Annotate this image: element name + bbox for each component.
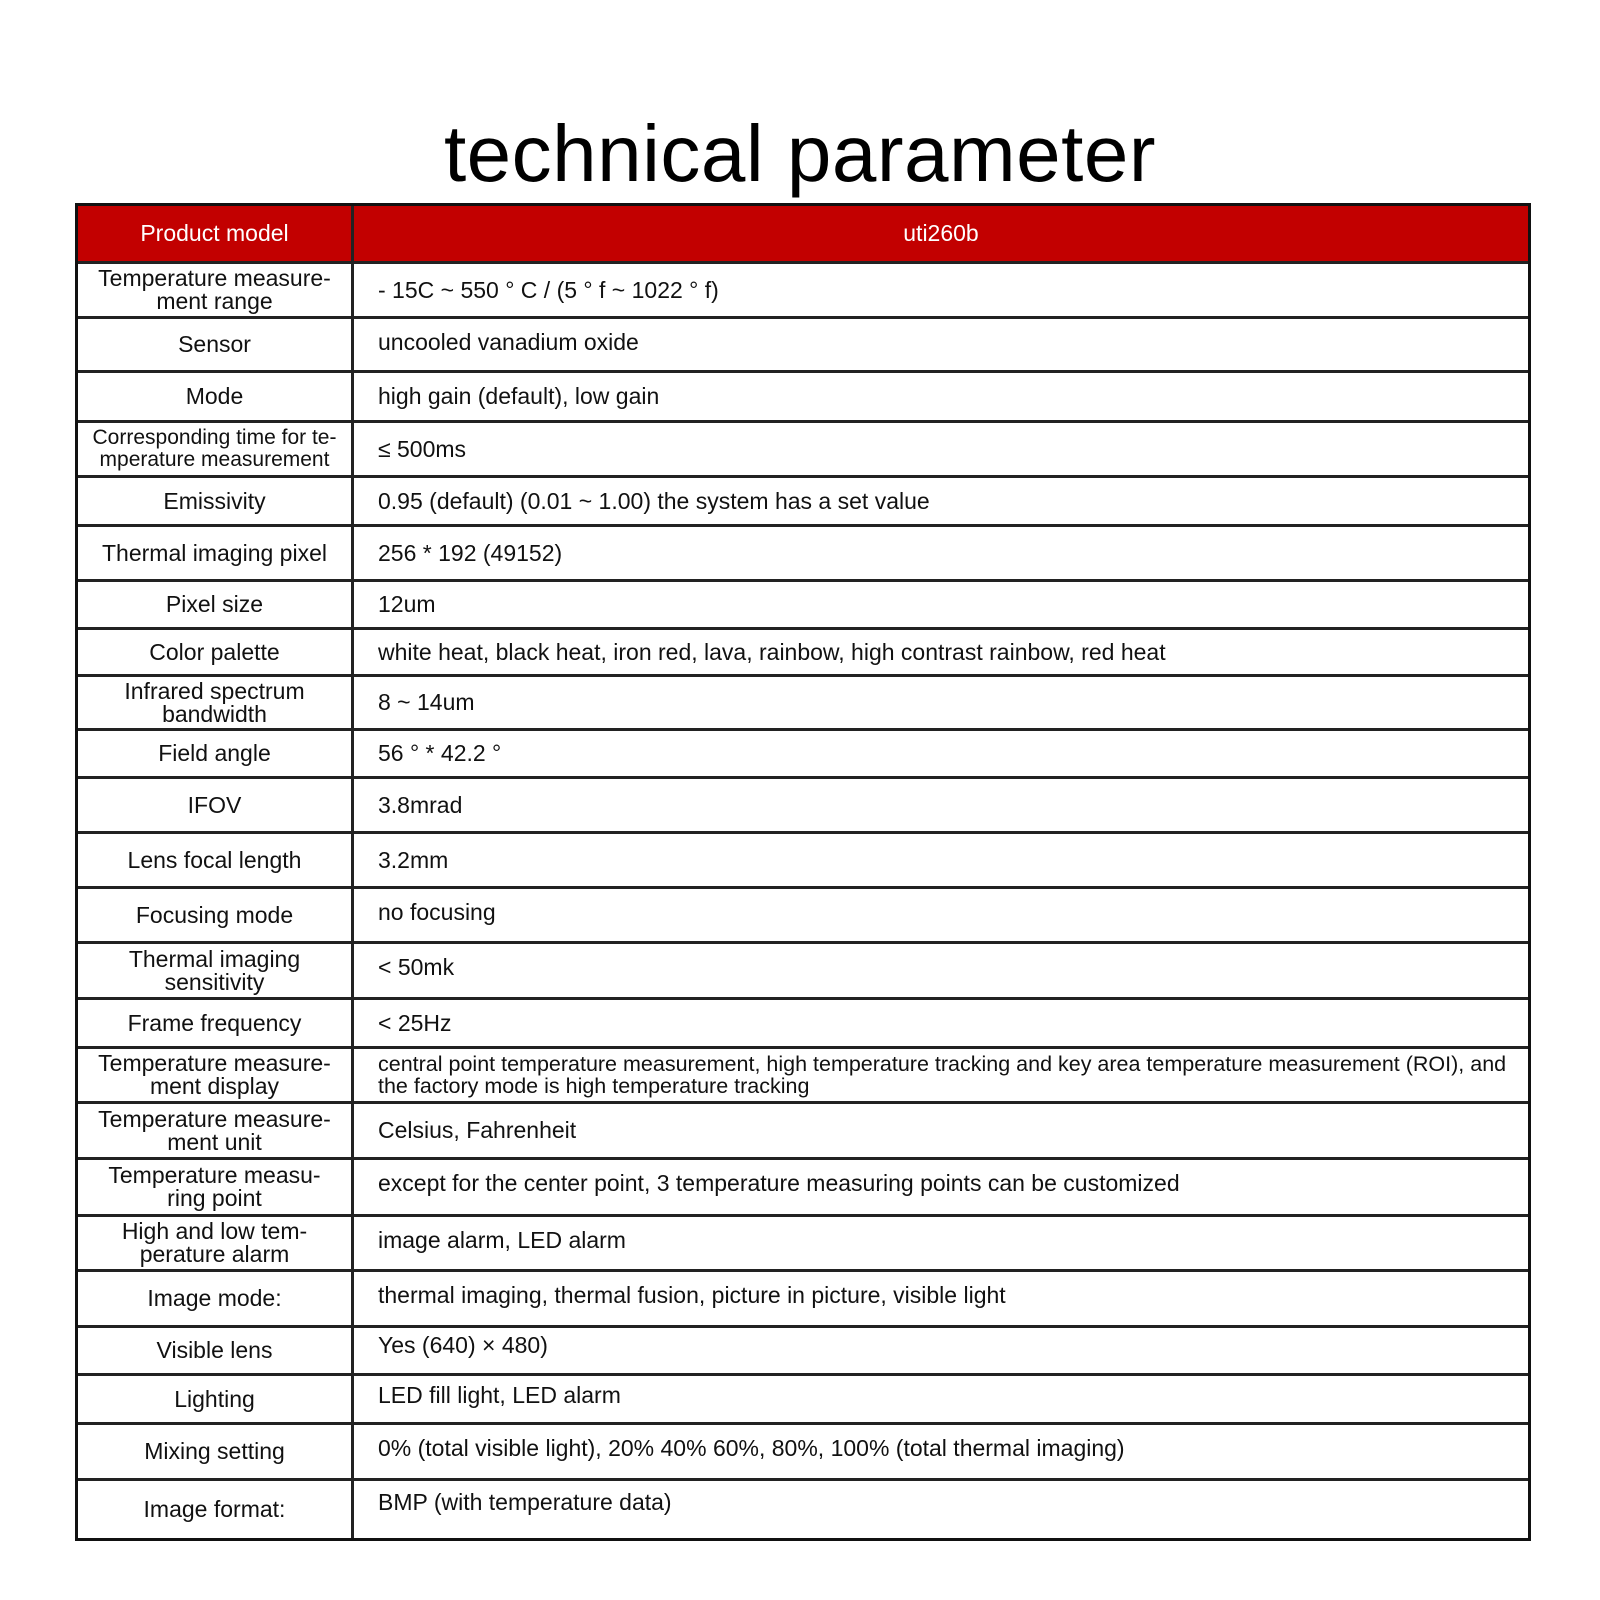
table-row xyxy=(78,1328,1528,1376)
row-value: 3.8mrad xyxy=(378,791,463,818)
table-row xyxy=(78,779,1528,834)
table-row xyxy=(78,1425,1528,1481)
row-label: Color palette xyxy=(78,630,354,674)
row-label: Pixel size xyxy=(78,582,354,627)
table-row xyxy=(78,1481,1528,1538)
row-value: image alarm, LED alarm xyxy=(378,1227,626,1253)
table-row xyxy=(78,731,1528,779)
table-row xyxy=(78,1272,1528,1328)
row-value: 0% (total visible light), 20% 40% 60%, 80%, 100% (total thermal imaging) xyxy=(378,1435,1125,1461)
row-value: high gain (default), low gain xyxy=(378,383,660,409)
table-row xyxy=(78,944,1528,1000)
row-value: central point temperature measurement, high temperature tracking and key area temperature measurement (ROI), and the factory mode is high temperature tracking xyxy=(378,1052,1507,1098)
row-label: Thermal imaging sensitivity xyxy=(78,944,354,997)
table-row xyxy=(78,1217,1528,1272)
row-value: Yes (640) × 480) xyxy=(378,1332,548,1358)
row-value: < 25Hz xyxy=(378,1010,452,1036)
table-row xyxy=(78,889,1528,944)
row-label: IFOV xyxy=(78,779,354,831)
row-value: 256 * 192 (49152) xyxy=(378,539,563,566)
row-label: Infrared spectrum bandwidth xyxy=(78,677,354,728)
row-value: ≤ 500ms xyxy=(378,435,467,462)
table-row xyxy=(78,630,1528,677)
row-label: Temperature measu- ring point xyxy=(78,1160,354,1214)
row-value: 0.95 (default) (0.01 ~ 1.00) the system has a set value xyxy=(378,488,930,514)
row-label: Sensor xyxy=(78,319,354,370)
row-label: Visible lens xyxy=(78,1328,354,1373)
table-row xyxy=(78,834,1528,889)
table-row xyxy=(78,677,1528,731)
row-value: BMP (with temperature data) xyxy=(378,1489,672,1515)
row-label: Frame frequency xyxy=(78,1000,354,1046)
row-label: Temperature measure- ment range xyxy=(78,264,354,316)
row-label: Temperature measure- ment display xyxy=(78,1049,354,1101)
table-row xyxy=(78,1049,1528,1104)
row-value: Celsius, Fahrenheit xyxy=(378,1117,577,1143)
row-value: uncooled vanadium oxide xyxy=(378,329,639,355)
table-row xyxy=(78,319,1528,373)
table-row xyxy=(78,1160,1528,1217)
row-value: except for the center point, 3 temperature measuring points can be customized xyxy=(378,1170,1180,1196)
row-label: Field angle xyxy=(78,731,354,776)
row-value: 56 ° * 42.2 ° xyxy=(378,740,502,766)
row-value: < 50mk xyxy=(378,954,455,980)
table-row xyxy=(78,527,1528,582)
table-row xyxy=(78,373,1528,423)
row-label: Image mode: xyxy=(78,1272,354,1325)
table-row xyxy=(78,582,1528,630)
page-title: technical parameter xyxy=(443,108,1157,198)
row-value: LED fill light, LED alarm xyxy=(378,1382,621,1408)
row-label: Image format: xyxy=(78,1481,354,1538)
table-row xyxy=(78,1376,1528,1425)
row-value: - 15C ~ 550 ° C / (5 ° f ~ 1022 ° f) xyxy=(378,276,719,303)
row-label: Temperature measure- ment unit xyxy=(78,1104,354,1157)
table-row xyxy=(78,1000,1528,1049)
header-label: Product model xyxy=(78,206,354,261)
header-value: uti260b xyxy=(903,220,979,246)
table-row xyxy=(78,264,1528,319)
row-label: Emissivity xyxy=(78,478,354,524)
row-label: Mixing setting xyxy=(78,1425,354,1478)
spec-table xyxy=(75,203,1531,1541)
row-label: Mode xyxy=(78,373,354,420)
row-label: Focusing mode xyxy=(78,889,354,941)
row-value: thermal imaging, thermal fusion, picture in picture, visible light xyxy=(378,1282,1006,1308)
row-value: 12um xyxy=(378,591,436,617)
row-label: High and low tem- perature alarm xyxy=(78,1217,354,1269)
row-label: Thermal imaging pixel xyxy=(78,527,354,579)
row-label: Lighting xyxy=(78,1376,354,1422)
table-header-row xyxy=(78,206,1528,264)
table-row xyxy=(78,423,1528,478)
row-value: 8 ~ 14um xyxy=(378,689,475,715)
row-label: Lens focal length xyxy=(78,834,354,886)
row-value: no focusing xyxy=(378,899,496,925)
table-row xyxy=(78,1104,1528,1160)
row-value: white heat, black heat, iron red, lava, rainbow, high contrast rainbow, red heat xyxy=(378,638,1166,665)
row-label: Corresponding time for te- mperature measurement xyxy=(78,423,354,475)
row-value: 3.2mm xyxy=(378,846,449,873)
table-row xyxy=(78,478,1528,527)
